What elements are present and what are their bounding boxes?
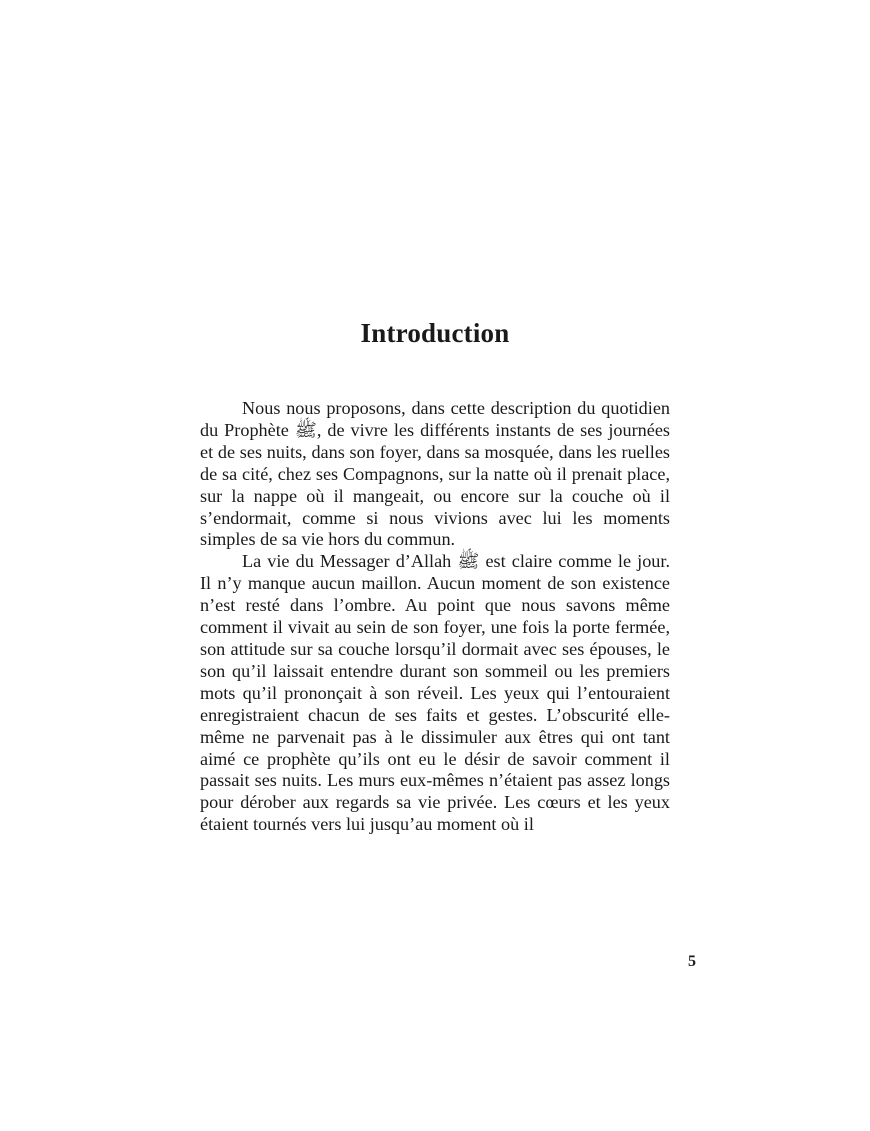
- page-number: 5: [688, 953, 696, 970]
- paragraph-2: La vie du Messager d’Allah ﷺ est claire comme le jour. Il n’y manque aucun maillon. Aucun moment de son existence n’est resté dans l’ombre. Au point que nous savons même comment il vivait au sein de son foyer, une fois la porte fermée, son attitude sur sa couche lorsqu’il dormait avec ses épouses, le son qu’il laissait entendre durant son sommeil ou les premiers mots qu’il prononçait à son réveil. Les yeux qui l’entouraient enregistraient chacun de ses faits et gestes. L’obscurité elle-même ne parvenait pas à le dissimuler aux êtres qui ont tant aimé ce prophète qu’ils ont eu le désir de savoir comment il passait ses nuits. Les murs eux-mêmes n’étaient pas assez longs pour dérober aux regards sa vie privée. Les cœurs et les yeux étaient tournés vers lui jusqu’au moment où il: [200, 551, 670, 835]
- paragraph-1: Nous nous proposons, dans cette description du quotidien du Prophète ﷺ, de vivre les différents instants de ses journées et de ses nuits, dans son foyer, dans sa mosquée, dans les ruelles de sa cité, chez ses Compagnons, sur la natte où il prenait place, sur la nappe où il mangeait, ou encore sur la couche où il s’endormait, comme si nous vivions avec lui les moments simples de sa vie hors du commun.: [200, 398, 670, 550]
- body-text: [200, 398, 670, 836]
- chapter-title: Introduction: [360, 318, 510, 348]
